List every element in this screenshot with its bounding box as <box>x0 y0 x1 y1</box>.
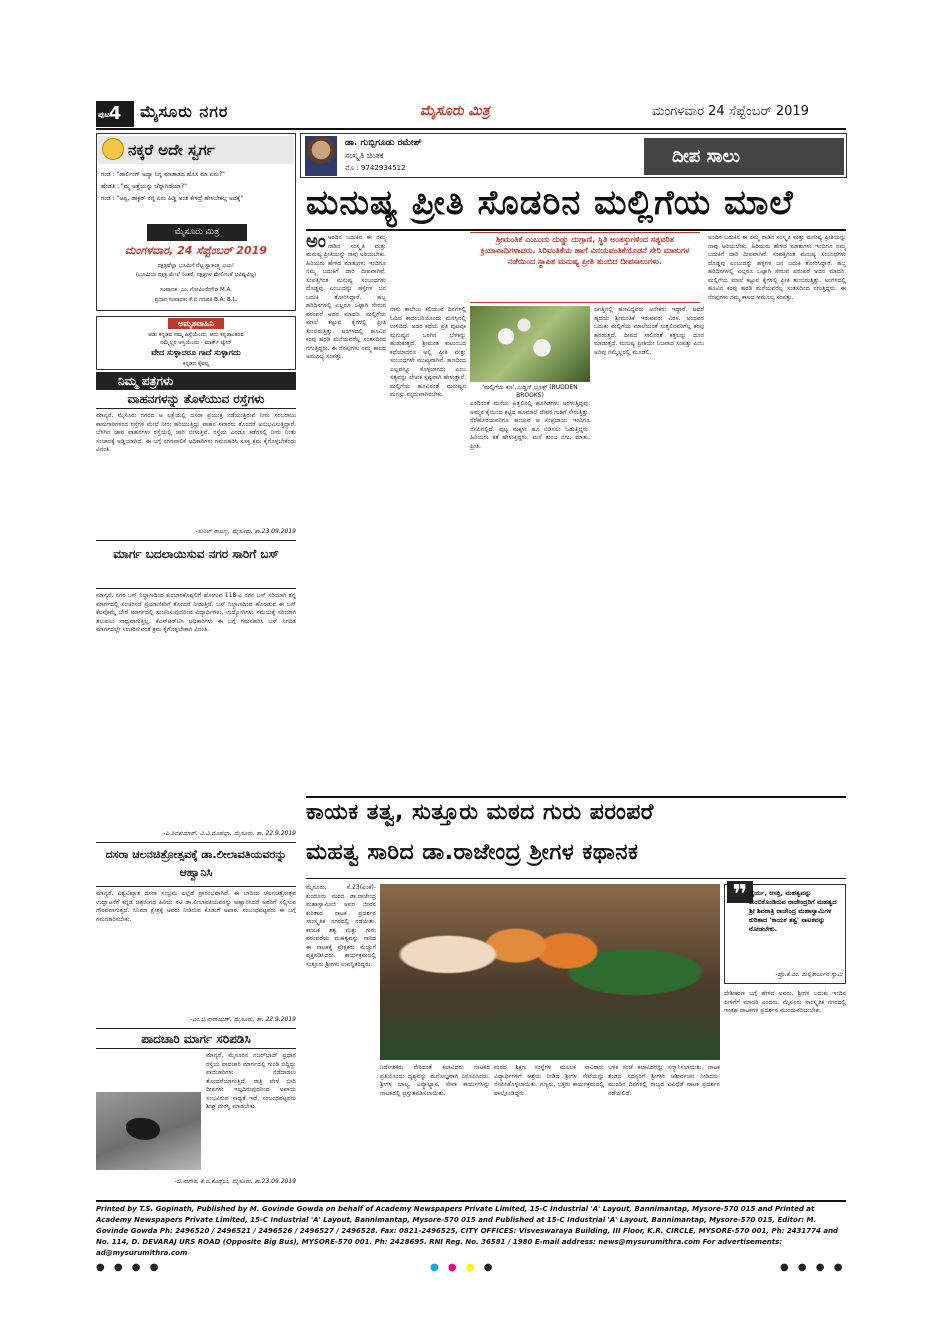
section-rule <box>306 878 846 879</box>
divider <box>96 886 296 887</box>
joke-line: ಗಂಡ : "ಡಾರ್ಲಿಂಗ್ ಅದ್ಯಾ ನಿನ್ನ ಮಾತಾಡದ ಹೊಸ ಮಾ ಏನು?" <box>101 171 225 178</box>
divider <box>96 1028 296 1029</box>
letter-body: ಮಾನ್ಯರೆ, ನಗರ ಬಸ್ ನಿಲ್ದಾಣದಿಂದ ಕುಂಬಾರಕೊಪ್ಪಲಿಗೆ ಹೋಗುವ 118-ಎ ನಗರ ಬಸ್ ಸರಿಯಾಗಿ ತನ್ನ ಮಾರ್ಗದಲ್ಲಿ ಸಂಚರಿಸದೆ ಪ್ರಯಾಣಿಕರಿಗೆ ತೊಂದರೆ ನೀಡುತ್ತಿದೆ. ಬಸ್ ನಿಲ್ದಾಣದಿಂದ ಹೊರಡುವ ಈ ಬಸ್ ಕೆಲವೊಮ್ಮೆ ಬೇರೆ ಮಾರ್ಗದಲ್ಲಿ ಸಂಚರಿಸುವುದರಿಂದ ವಿದ್ಯಾರ್ಥಿಗಳು, ಉದ್ಯೋಗಿಗಳು ಸಮಯಕ್ಕೆ ಸರಿಯಾಗಿ ತಲುಪಲು ಸಾಧ್ಯವಾಗುತ್ತಿಲ್ಲ. ಕೆಎಸ್‌ಆರ್‌ಟಿಸಿ ಅಧಿಕಾರಿಗಳು ಈ ಬಗ್ಗೆ ಗಮನಹರಿಸಿ ಬಸ್ ನಿಗದಿತ ಮಾರ್ಗದಲ್ಲೇ ಸಂಚರಿಸುವಂತೆ ಕ್ರಮ ಕೈಗೊಳ್ಳಬೇಕಾಗಿ ವಿನಂತಿ. <box>96 592 296 633</box>
quote-box <box>724 880 846 984</box>
divider <box>96 1048 296 1049</box>
story-column-2: ನಿರ್ದೇಶಕರು ಸೇರಿದಂತೆ ಕಲಾವಿದರು ನಾಟಕದ ಪ್ರತಿಯೊಂದು ದೃಶ್ಯವನ್ನು ಮನೋಜ್ಞವಾಗಿ ನಿರೂಪಿಸಿದರು. ಶ್ರೀಗಳ ಬಾಲ್ಯ, ವಿದ್ಯಾಭ್ಯಾಸ, ಸೇವಾ ಕಾರ್ಯಗಳನ್ನು ನಾಟಕದಲ್ಲಿ ಪ್ರಸ್ತುತಪಡಿಸಲಾಯಿತು. <box>380 1064 490 1097</box>
divider <box>96 408 296 409</box>
article-column-3: ಎಂದಿನಂತೆ ಮನೆಯ ಹಿತ್ತಲಿನಲ್ಲಿ ಹೂಗಿಡಗಳು ಅರಳುತ್ತಿದ್ದವು. ಅಮ್ಮನ ಕೈಯಿಂದ ಕಟ್ಟಿದ ಹೂಮಾಲೆ ದೇವರ ಗುಡಿಗೆ ಸೇರುತ್ತಿತ್ತು. ನೆರೆಹೊರೆಯವರಿಗೂ ಹಂಚುವ ಆ ಸಂಪ್ರದಾಯ ಇಂದಿಗೂ ನೆನಪಿನಲ್ಲಿದೆ. ಪುಟ್ಟ ಮಕ್ಕಳು ಹೂ ಬಿಡಿಸಲು ಓಡುತ್ತಿದ್ದರು. ಹಿರಿಯರು ಕತೆ ಹೇಳುತ್ತಿದ್ದರು. ಮನೆ ತುಂಬ ನಗು, ಮಾತು, ಪ್ರೀತಿ. <box>470 400 590 450</box>
quote-line: ಆಡು ಕನ್ನಡವ ನಮ್ಮ ಹಿಸ್ಸೆಯೆಂದು, ಆದು ಕನ್ನಡಾಂತರವ <box>148 332 244 338</box>
letter-signature: -ಎಂ.ಬಿ.ನಾರಾಯಣ್, ಮೈಸೂರು, ತಾ. 22.9.2019 <box>190 1016 296 1023</box>
page-number: 4 <box>108 103 122 124</box>
article-text: ಅಂದಿನ ಬದುಕಿನ ಈ ನಮ್ಮ ನಾಡಿನ ಸಂಸ್ಕೃತಿ ಮತ್ತು ಮನುಷ್ಯ ಪ್ರೀತಿಯನ್ನು ನಾವು ಅರಿಯಬೇಕು. ಹಿರಿಯರು ಹೇಳಿದ ಮಾತುಗಳು ಇಂದಿಗೂ ನಮ್ಮ ಬದುಕಿಗೆ ದಾರಿ ದೀಪವಾಗಿವೆ. ಸಂಪತ್ತಿಗಿಂತ ಮನುಷ್ಯ ಸಂಬಂಧಗಳು ದೊಡ್ಡವು ಎಂಬುದನ್ನು ಹಳ್ಳಿಗಳ ಜನ ಬದುಕಿ ತೋರಿಸಿದ್ದಾರೆ. ಹಬ್ಬ ಹರಿದಿನಗಳಲ್ಲಿ ಎಲ್ಲರೂ ಒಟ್ಟಾಗಿ ಸೇರುವ ಪರಂಪರೆ ಅದರ ಮಾದರಿ. ಮಲ್ಲಿಗೆಯ ಮಾಲೆ ಕಟ್ಟುವ ಕೈಗಳಲ್ಲಿ ಪ್ರೀತಿ ತುಂಬಿರುತ್ತಿತ್ತು. ಅಂಗಳದಲ್ಲಿ ಹೂವಿನ ಕಂಪು ಹರಡಿ ಮನೆಯವರೆಲ್ಲ ಸಂತಸದಿಂದ ನಗುತ್ತಿದ್ದರು. ಈ ನೆನಪುಗಳು ನಮ್ಮ ಕಾಲದ ಅಮೂಲ್ಯ ಸಂಪತ್ತು. <box>306 234 386 360</box>
quote-line: ನಮ್ಮೆಲ್ಲರ ಆಸ್ತಿಯೆಂದು - ಮಾರ್ಕ್ ಟ್ವೇನ್ <box>160 340 232 346</box>
issue-date: ಮಂಗಳವಾರ 24 ಸೆಪ್ಟೆಂಬರ್ 2019 <box>652 104 809 119</box>
author-mobile: ಮೊ : 9742934512 <box>345 164 406 172</box>
divider <box>96 588 296 589</box>
story-column-1: ಮೈಸೂರು, ಸೆ.23(ಎಂಕೆ)- ಕುಂದೂರು ಮಠದ ಡಾ.ರಾಜೇಂದ್ರ ಮಹಾಸ್ವಾಮೀಜಿ ಅವರ ಜೀವನ ಕುರಿತಾದ ನಾಟಕ ಪ್ರದರ್ಶನ ಸಾಂಸ್ಕೃತಿಕ ನಗರದಲ್ಲಿ ನಡೆಯಿತು. ಕಾಯಕ ತತ್ವ ಮತ್ತು ಗುರು ಪರಂಪರೆಯ ಮಹತ್ವವನ್ನು ಸಾರಿದ ಈ ನಾಟಕಕ್ಕೆ ಪ್ರೇಕ್ಷಕರು ಮೆಚ್ಚುಗೆ ವ್ಯಕ್ತಪಡಿಸಿದರು. ಕಾರ್ಯಕ್ರಮದಲ್ಲಿ ಸುತ್ತೂರು ಶ್ರೀಗಳು ಉಪಸ್ಥಿತರಿದ್ದರು. <box>306 884 376 968</box>
pullquote: ಶ್ರೀಮಂತಿಕೆ ಎಂಬುದು ದುಡ್ಡು ದುಗ್ಗಾಣಿ, ಸ್ಥಿತಿ ಅಂತಸ್ತುಗಳಿಂದ ಸತ್ಯವರಿತ ಕ್ರಿಯಾವಾದಿಗಳಾದರು. ಸಿರಿವಂತಿಕೆಯ ಹಾಗೆ ವಿನಯವಂತಿಕೆಯೊಡನೆ ಸೇರಿ ಮಾತುಗಳ ನಡೆಯಿಂದ ಸ್ಥಾಪಿತ ಮನುಷ್ಯ ಪ್ರೀತಿ ತುಂಬಿದ ದೀಪಸಾಲುಗಳು. <box>480 235 690 266</box>
story-column-4: ಬಳಿಕ ಸಂಜೆ ಕಲಾವಿದರನ್ನು ಸನ್ಮಾನಿಸಲಾಯಿತು. ನಾಟಕ ತಂಡದ ಸದಸ್ಯರಿಗೆ ಶ್ರೀಗಳು ಆಶೀರ್ವಚನ ನೀಡಿದರು. ಮುಂದಿನ ದಿನಗಳಲ್ಲಿ ರಾಜ್ಯದ ವಿವಿಧೆಡೆ ನಾಟಕ ಪ್ರದರ್ಶನ ನಡೆಯಲಿದೆ. <box>608 1064 720 1097</box>
joke-line: ಗಂಡ : "ಅಪ್ಪ, ಡಾಕ್ಟರ್ ನನ್ನ ಏನು ಹಿಡ್ಡಿ ಅಂತ ಕೇಳಿದ್ರೆ ಹೇಳಬೇಕಲ್ಲ ಅದಕ್ಕೆ" <box>101 195 244 202</box>
proverb: ವೇದ ಸುಳ್ಳಾದರೂ ಗಾದೆ ಸುಳ್ಳಾಗದು <box>151 348 241 357</box>
pullquote-rule-top <box>470 232 700 233</box>
mini-masthead-logo: ಮೈಸೂರು ಮಿತ್ರ <box>147 224 247 241</box>
letter-title: ವಾಹನಗಳನ್ನು ತೊಳೆಯುವ ರಸ್ತೆಗಳು <box>127 392 265 406</box>
article-column-1 <box>306 234 386 794</box>
jokes-box <box>96 133 296 311</box>
joke-line: ಹೆಂಡತಿ : "ಮ್ಮ ಅತ್ತೆಯನ್ನು ಚೆನ್ನಾಗಿದೆಯಾ?" <box>101 183 187 190</box>
quote-of-day-box <box>96 316 296 370</box>
edition-date: ಮಂಗಳವಾರ, 24 ಸೆಪ್ಟೆಂಬರ್ 2019 <box>125 244 267 257</box>
quote-text: ಧೈರ್ಯ, ಆಸಕ್ತಿ, ಮಹತ್ವವನ್ನು ತುಂಬಿಕೊಂಡಿರುವ ರಾಜೇಂದ್ರರಿಗೆ ಮಹತ್ವದ ಶ್ರೀ ಶಿವರಾತ್ರಿ ರಾಜೇಂದ್ರ ಮಹಾಸ್ವಾಮಿಗಳ ಕುರಿತಾದ 'ಕಾಯಕ ತತ್ವ' ನಾಟಕವನ್ನು ನೋಡಬೇಕು. <box>749 889 837 933</box>
photo-caption: 'ಮಲ್ಲಿಗೆಯ ಕಣ', ಬಡ್ಡನ್ ಬ್ರೂಕ್ಸ್ (BUDDEN BROOKS) <box>482 384 578 399</box>
footer-rule <box>96 1200 846 1202</box>
section-rule <box>306 796 846 798</box>
imprint-line: Printed by T.S. Gopinath, Published by M. Govinde Gowda on behalf of Academy Newspapers Private Limited, 15-C Industrial 'A' Layout, Bannimantap, Mysore-570 015 and Printed at Academy Newspapers Private Limited, 15-C Industrial 'A' Layout, Bannimantap, Mysore-570 015 and Published at 15-C Industrial 'A' Layout, Bannimantap, Mysore-570 015, Editor: M. Govinde Gowda Ph: 2496520 / 2496521 / 2496526 / 2496527 / 2496528. Fax: 0821-2496525, CITY OFFICES: Visveswaraya Building, III Floor, K.R. CIRCLE, MYSORE-570 001, Ph: 2431774 and No. 114, D. DEVARAJ URS ROAD (Opposite Big Bus), MYSORE-570 001. Ph: 2428695. RNI Reg. No. 36581 / 1980 E-mail address: news@mysurumithra.com For advertisements: ad@mysurumithra.com <box>96 1205 839 1257</box>
letter-body: ಮಾನ್ಯರೆ, ಮೈಸೂರಿನ ನಜರ್‌ಬಾದ್ ಪ್ರಧಾನ ರಸ್ತೆಯ ಪಾದಚಾರಿ ಮಾರ್ಗದಲ್ಲಿ ಗುಂಡಿ ಬಿದ್ದಿದ್ದು ಪಾದಚಾರಿಗಳು ನಡೆದಾಡಲು ತೊಂದರೆಯಾಗುತ್ತಿದೆ. ರಾತ್ರಿ ವೇಳೆ ಬೀದಿ ದೀಪಗಳು ಇಲ್ಲದಿರುವುದರಿಂದ ಅಪಾಯ ಸಂಭವಿಸುವ ಸಾಧ್ಯತೆ ಇದೆ. ಸಂಬಂಧಪಟ್ಟವರು ಶೀಘ್ರ ದುರಸ್ತಿ ಮಾಡಬೇಕು. <box>206 1052 296 1110</box>
page-label: ಪುಟ <box>98 110 110 119</box>
registration-dots-center: ● ● ● ● <box>430 1262 496 1273</box>
letters-banner: ನಿಮ್ಮ ಪತ್ರಗಳು <box>96 372 296 390</box>
proverb-source: ಕನ್ನಡದ ಕೈವಲ್ಯ <box>182 361 210 367</box>
headline-rule <box>306 229 846 231</box>
event-photo <box>380 884 720 1060</box>
jasmine-flowers-photo <box>470 306 590 382</box>
divider <box>96 842 296 843</box>
letter-signature: -ಬಿ.ನಾಗೇಶ, ಕೆ.ಜಿ.ಕೊಪ್ಪಲು, ಮೈಸೂರು, ತಾ.23.09.2019 <box>174 1178 296 1185</box>
tagline: ನಕ್ಷತ್ರವೆಲ್ಲಾ ಭೂಮಿಗೆ ನೆಟ್ಟ ಸ್ವಾತಂತ್ರ್ಯ ಭಯ! <box>157 263 235 269</box>
registration-dots-left: ● ● ● ● <box>96 1262 162 1273</box>
damaged-footpath-photo <box>96 1092 201 1170</box>
registration-dots-right: ● ● ● ● <box>780 1262 846 1273</box>
laughing-face-icon <box>102 138 124 160</box>
article-column-5: ಅಂದಿನ ಬದುಕಿನ ಈ ನಮ್ಮ ನಾಡಿನ ಸಂಸ್ಕೃತಿ ಮತ್ತು ಮನುಷ್ಯ ಪ್ರೀತಿಯನ್ನು ನಾವು ಅರಿಯಬೇಕು. ಹಿರಿಯರು ಹೇಳಿದ ಮಾತುಗಳು ಇಂದಿಗೂ ನಮ್ಮ ಬದುಕಿಗೆ ದಾರಿ ದೀಪವಾಗಿವೆ. ಸಂಪತ್ತಿಗಿಂತ ಮನುಷ್ಯ ಸಂಬಂಧಗಳು ದೊಡ್ಡವು ಎಂಬುದನ್ನು ಹಳ್ಳಿಗಳ ಜನ ಬದುಕಿ ತೋರಿಸಿದ್ದಾರೆ. ಹಬ್ಬ ಹರಿದಿನಗಳಲ್ಲಿ ಎಲ್ಲರೂ ಒಟ್ಟಾಗಿ ಸೇರುವ ಪರಂಪರೆ ಅದರ ಮಾದರಿ. ಮಲ್ಲಿಗೆಯ ಮಾಲೆ ಕಟ್ಟುವ ಕೈಗಳಲ್ಲಿ ಪ್ರೀತಿ ತುಂಬಿರುತ್ತಿತ್ತು. ಅಂಗಳದಲ್ಲಿ ಹೂವಿನ ಕಂಪು ಹರಡಿ ಮನೆಯವರೆಲ್ಲ ಸಂತಸದಿಂದ ನಗುತ್ತಿದ್ದರು. ಈ ನೆನಪುಗಳು ನಮ್ಮ ಕಾಲದ ಅಮೂಲ್ಯ ಸಂಪತ್ತು. <box>708 234 846 301</box>
column-name-banner: ದೀಪ ಸಾಲು <box>644 138 844 175</box>
pullquote-rule-bottom <box>470 302 700 303</box>
story-headline-line-2: ಮಹತ್ವ ಸಾರಿದ ಡಾ.ರಾಜೇಂದ್ರ ಶ್ರೀಗಳ ಕಥಾನಕ <box>306 840 639 865</box>
quote-of-day-title: ಅಮೃತವಾಹಿನಿ <box>168 318 224 329</box>
article-column-4: ಜಗತ್ತಿನಲ್ಲಿ ಹಣವಿದ್ದವರು ಅನೇಕರು ಇದ್ದಾರೆ. ಆದರೆ ಹೃದಯ ಶ್ರೀಮಂತಿಕೆ ಇರುವವರು ವಿರಳ. ಅಂಥವರ ಬದುಕು ಮಲ್ಲಿಗೆಯ ಮಾಲೆಯಂತೆ ಸುತ್ತಲಿನವರಿಗೆಲ್ಲ ಕಂಪು ಹರಡುತ್ತದೆ. ದೀಪದ ಸಾಲಿನಂತೆ ಕತ್ತಲನ್ನು ದೂರ ಮಾಡುತ್ತದೆ. ಮನುಷ್ಯ ಪ್ರೀತಿಯೇ ನಿಜವಾದ ಸಂಪತ್ತು ಎಂಬ ಅರಿವು ನಮ್ಮೆಲ್ಲರಲ್ಲಿ ಮೂಡಲಿ. <box>594 306 704 356</box>
letter-body: ಮಾನ್ಯರೆ, ಮೈಸೂರು ನಗರದ ಅ ಲಕ್ಷೆಯಲ್ಲಿ ದಸರಾ ಪ್ರಯುಕ್ತ ನಡೆಯುತ್ತಿರುವ ನೀರು ಸರಬರಾಜು ಕಾಮಗಾರಿಗಳಿಂದ ರಸ್ತೆಗಳ ಮೇಲೆ ನೀರು ಹರಿಯುತ್ತಿದ್ದು ವಾಹನ ಸವಾರರು ತೊಂದರೆ ಅನುಭವಿಸುತ್ತಿದ್ದಾರೆ. ಬೆಳಗಿನ ಜಾವ ವಾಹನಗಳು ರಸ್ತೆಯಲ್ಲಿ ಜಾರಿ ಬೀಳುತ್ತಿವೆ. ರಸ್ತೆಯ ಎರಡೂ ಕಡೆಗಳಲ್ಲಿ ನೀರು ನಿಂತು ಸಂಚಾರಕ್ಕೆ ಅಡ್ಡಿಯಾಗಿದೆ. ಈ ಬಗ್ಗೆ ನಗರಪಾಲಿಕೆ ಅಧಿಕಾರಿಗಳು ಗಮನಹರಿಸಿ ಸೂಕ್ತ ಕ್ರಮ ಕೈಗೊಳ್ಳಬೇಕೆಂದು ವಿನಂತಿ. <box>96 412 296 453</box>
tagline-sub: (ಭೂಮಿಯ ನಕ್ಷತ್ರ ಮೇಲೆ ನಿಂತರೆ, ನಕ್ಷತ್ರಗಳ ಮೇಲಿನಂತೆ ಭವಿಷ್ಯವಿಲ್ಲ) <box>135 272 257 278</box>
divider <box>96 540 296 541</box>
editor-credit: ಸಂಪಾದಕ: ಎಂ. ಗೋವಿಂದೇಗೌಡ M.A. <box>160 287 232 293</box>
drop-cap: ಅಂ <box>306 234 326 252</box>
letter-body: ಮಾನ್ಯರೆ, ವಿಶ್ವವಿಖ್ಯಾತ ದಸರಾ ಸಂಭ್ರಮ ಎಲ್ಲೆಡೆ ಪ್ರಾರಂಭವಾಗಿದೆ. ಈ ಬಾರಿಯ ಚಲನಚಿತ್ರೋತ್ಸವ ಉದ್ಘಾಟನೆಗೆ ಕನ್ನಡ ಚಿತ್ರರಂಗದ ಹಿರಿಯ ನಟಿ ಡಾ.ಲೀಲಾವತಿಯವರನ್ನು ಆಹ್ವಾನಿಸಿದರೆ ಅವರಿಗೆ ಸಲ್ಲಿಸುವ ಗೌರವವಾಗುತ್ತದೆ. ಸಿನಿಮಾ ಕ್ಷೇತ್ರಕ್ಕೆ ಅವರು ನೀಡಿರುವ ಕೊಡುಗೆ ಅಪಾರ. ಸಂಬಂಧಪಟ್ಟವರು ಈ ಬಗ್ಗೆ ಗಮನಹರಿಸಬೇಕು. <box>96 890 296 923</box>
header-rule <box>96 128 846 130</box>
publisher-credit: ಪ್ರಧಾನ ಸಂಪಾದಕ: ಕೆ.ಬಿ.ಗಣಪತಿ B.A; B.L. <box>154 297 238 303</box>
quote-attribution: -ಪ್ರೊ.ಕೆ.ಎಂ. ಮಲ್ಲಿಕಾರ್ಜುನ ಸ್ವಾಮಿ <box>775 971 843 978</box>
column-header <box>300 133 847 178</box>
section-title: ಮೈಸೂರು ನಗರ <box>140 102 229 121</box>
story-column-3: ಮಠದ ಶಿಕ್ಷಣ ಸಂಸ್ಥೆಗಳ ಮೂಲಕ ಸಾವಿರಾರು ವಿದ್ಯಾರ್ಥಿಗಳಿಗೆ ಆಶ್ರಯ ನೀಡಿದ ಶ್ರೀಗಳ ಸೇವೆಯನ್ನು ನೆನಪಿಸಿಕೊಳ್ಳಲಾಯಿತು. ಗಣ್ಯರು, ಭಕ್ತರು ಕಾರ್ಯಕ್ರಮದಲ್ಲಿ ಪಾಲ್ಗೊಂಡಿದ್ದರು. <box>494 1064 604 1097</box>
author-name: ಡಾ. ಗುಬ್ಬಿಗೂಡು ರಮೇಶ್ <box>345 138 422 148</box>
letter-title: ಪಾದಚಾರಿ ಮಾರ್ಗ ಸರಿಪಡಿಸಿ <box>141 1032 251 1046</box>
story-headline-line-1: ಕಾಯಕ ತತ್ವ, ಸುತ್ತೂರು ಮಠದ ಗುರು ಪರಂಪರೆ <box>306 800 654 825</box>
main-headline: ಮನುಷ್ಯ ಪ್ರೀತಿ ಸೊಡರಿನ ಮಲ್ಲಿಗೆಯ ಮಾಲೆ <box>306 183 794 223</box>
letter-signature: -ಸುನಿಲ್ ರಾಜಣ್ಣ, ಮೈಸೂರು, ತಾ.23.09.2019 <box>195 528 296 535</box>
author-avatar <box>305 136 337 176</box>
story-column-5: ದೇಶೀಕರಣ ಬಗ್ಗೆ ಹೇಳಿದ ಅವರು, ಶ್ರೀಗಳ ಬದುಕು ಇಂದಿನ ಪೀಳಿಗೆಗೆ ಮಾದರಿ ಎಂದರು. ಮೈಸೂರು ಸಾಂಸ್ಕೃತಿಕ ನಗರದಲ್ಲಿ ಇಂತಹ ನಾಟಕಗಳ ಪ್ರದರ್ಶನ ಮುಂದುವರಿಯಬೇಕು. <box>724 990 846 1014</box>
jokes-banner: ನಕ್ಕರೆ ಅದೇ ಸ್ವರ್ಗ <box>98 136 294 164</box>
letter-signature: -ಪಿ.ಶಿವಕುಮಾರ್, ವಿ.ವಿ.ಮೊಹಲ್ಲಾ, ಮೈಸೂರು, ತಾ. 22.9.2019 <box>163 830 296 837</box>
quote-mark-icon: ❞ <box>727 881 753 903</box>
letter-title: ಮಾರ್ಗ ಬದಲಾಯಿಸುವ ನಗರ ಸಾರಿಗೆ ಬಸ್ <box>113 547 279 561</box>
letter-title: ದಸರಾ ಚಲನಚಿತ್ರೋತ್ಸವಕ್ಕೆ ಡಾ.ಲೀಲಾವತಿಯವರನ್ನು ಆಹ್ವಾನಿಸಿ <box>105 848 287 879</box>
article-column-2: ನಾನು ಕಾಲೇಜು ಕಲಿಯುವ ದಿನಗಳಲ್ಲಿ ಓದಿದ ಕಾದಂಬರಿಯೊಂದು ಮನಸ್ಸಿನಲ್ಲಿ ಉಳಿದಿದೆ. ಅದರ ಕಥೆಯ ಪ್ರತಿ ಪುಟವೂ ಮನುಷ್ಯನ ಒಳಗಿನ ಬೆಳಕನ್ನು ಹುಡುಕುತ್ತದೆ. ಶ್ರೀಮಂತ ಕುಟುಂಬದ ಕಥೆಯಾದರೂ ಅಲ್ಲಿ ಪ್ರೀತಿ ಮತ್ತು ಸಂಬಂಧಗಳೇ ಮುಖ್ಯವಾಗಿವೆ. ಹಣದಿಂದ ಎಲ್ಲವನ್ನೂ ಕೊಳ್ಳಲಾಗದು ಎಂಬ ಸತ್ಯವನ್ನು ಲೇಖಕ ಸ್ಪಷ್ಟವಾಗಿ ಹೇಳುತ್ತಾನೆ. ಮಲ್ಲಿಗೆಯ ಹೂವಿನಂತೆ ಮನುಷ್ಯನ ಮನಸ್ಸು ಮೃದುವಾಗಿರಬೇಕು. <box>390 306 466 398</box>
masthead-logo: ಮೈಸೂರು ಮಿತ್ರ <box>420 103 490 119</box>
pothole-shape <box>126 1118 160 1140</box>
page-number-box <box>96 101 134 127</box>
author-role: ಸಂಸ್ಕೃತಿ ಚಿಂತಕ <box>345 151 384 160</box>
